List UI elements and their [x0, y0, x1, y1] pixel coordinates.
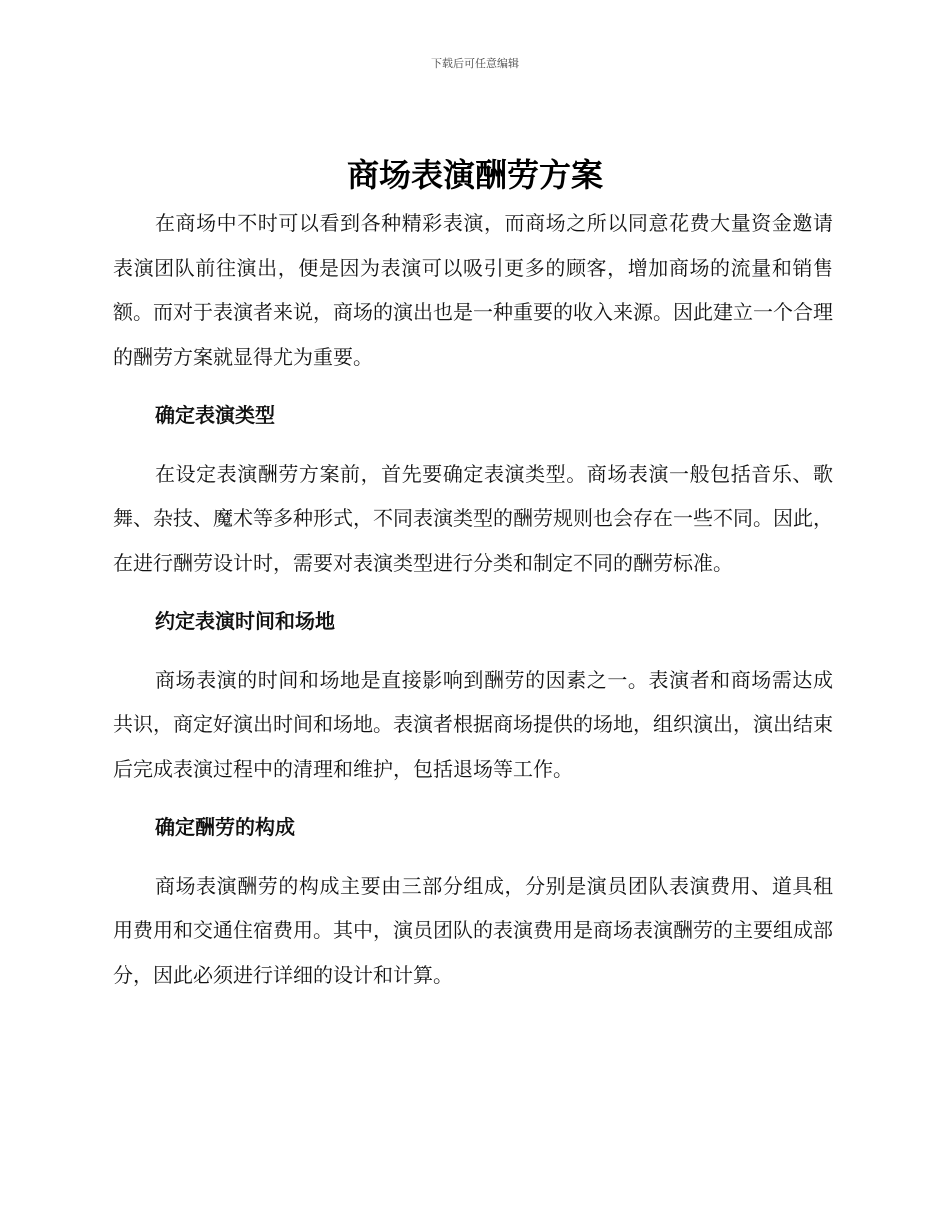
header-note: 下载后可任意编辑	[431, 57, 519, 70]
document-body	[113, 201, 833, 997]
section-body-performance-type: 在设定表演酬劳方案前，首先要确定表演类型。商场表演一般包括音乐、歌舞、杂技、魔术等多种形式，不同表演类型的酬劳规则也会存在一些不同。因此，在进行酬劳设计时，需要对表演类型进行分类和制定不同的酬劳标准。	[113, 461, 833, 575]
section-body-compensation: 商场表演酬劳的构成主要由三部分组成，分别是演员团队表演费用、道具租用费用和交通住宿费用。其中，演员团队的表演费用是商场表演酬劳的主要组成部分，因此必须进行详细的设计和计算。	[113, 873, 833, 987]
section-heading-time-venue: 约定表演时间和场地	[155, 609, 335, 633]
intro-paragraph: 在商场中不时可以看到各种精彩表演，而商场之所以同意花费大量资金邀请表演团队前往演出，便是因为表演可以吸引更多的顾客，增加商场的流量和销售额。而对于表演者来说，商场的演出也是一种重要的收入来源。因此建立一个合理的酬劳方案就显得尤为重要。	[113, 211, 833, 369]
section-body-time-venue: 商场表演的时间和场地是直接影响到酬劳的因素之一。表演者和商场需达成共识，商定好演出时间和场地。表演者根据商场提供的场地，组织演出，演出结束后完成表演过程中的清理和维护，包括退场等工作。	[113, 667, 833, 781]
section-heading-compensation: 确定酬劳的构成	[155, 815, 295, 839]
section-heading-performance-type: 确定表演类型	[155, 403, 275, 427]
document-title: 商场表演酬劳方案	[346, 156, 603, 194]
